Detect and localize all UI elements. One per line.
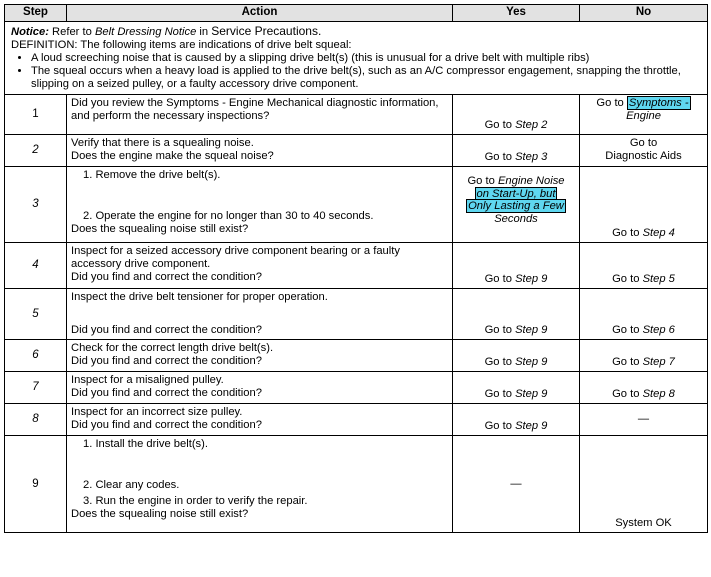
no-cell (580, 95, 708, 135)
symptoms-engine-link-2[interactable]: Engine (626, 110, 661, 122)
no-cell (580, 404, 708, 436)
action-question: Did you find and correct the condition? (71, 271, 262, 283)
no-step-link[interactable]: Step 7 (642, 356, 675, 368)
yes-step-link[interactable]: Step 9 (515, 273, 548, 285)
diagnostic-aids-link[interactable]: Diagnostic Aids (605, 150, 682, 162)
yes-dash: — (510, 477, 522, 490)
yes-prefix: Go to (484, 420, 516, 432)
no-cell (580, 340, 708, 372)
action-cell (67, 404, 453, 436)
step-number: 8 (5, 404, 67, 436)
no-cell (580, 135, 708, 167)
action-question: Did you find and correct the condition? (71, 419, 262, 431)
step-number: 6 (5, 340, 67, 372)
yes-cell (453, 340, 580, 372)
no-dash: — (637, 413, 650, 425)
engine-noise-link-2[interactable]: on Start-Up, but (476, 187, 556, 200)
notice-label: Notice: (11, 26, 49, 38)
yes-prefix: Go to (484, 324, 516, 336)
step-number: 5 (5, 289, 67, 340)
yes-cell (453, 404, 580, 436)
header-row (5, 5, 708, 22)
no-prefix: Go to (612, 356, 643, 368)
yes-prefix: Go to (484, 388, 516, 400)
yes-step-link[interactable]: Step 9 (515, 420, 548, 432)
action-text: Verify that there is a squealing noise. (71, 137, 254, 149)
yes-step-link[interactable]: Step 9 (515, 356, 548, 368)
table-row (5, 243, 708, 289)
service-precautions-link[interactable]: Service Precautions. (211, 24, 322, 38)
table-row (5, 135, 708, 167)
yes-step-link[interactable]: Step 2 (515, 119, 548, 131)
table-row (5, 95, 708, 135)
no-step-link[interactable]: Step 4 (642, 227, 675, 239)
table-row (5, 340, 708, 372)
yes-cell (453, 167, 580, 243)
action-text: Did you review the Symptoms - Engine Mechanical diagnostic information, and perform the necessary inspections? (71, 97, 439, 122)
step-number: 1 (5, 95, 67, 135)
no-step-link[interactable]: Step 6 (642, 324, 675, 336)
no-cell (580, 167, 708, 243)
action-question: Did you find and correct the condition? (71, 355, 262, 367)
no-prefix: Go to (629, 137, 658, 149)
notice-text: Refer to (48, 26, 95, 38)
table-row (5, 436, 708, 533)
no-prefix: Go to (596, 97, 627, 109)
yes-cell (453, 372, 580, 404)
action-cell (67, 340, 453, 372)
step-number: 7 (5, 372, 67, 404)
engine-noise-link-4[interactable]: Seconds (494, 212, 538, 225)
intro-row (5, 22, 708, 95)
yes-prefix: Go to (484, 356, 516, 368)
no-prefix: Go to (612, 227, 643, 239)
action-question: Does the squealing noise still exist? (71, 223, 249, 235)
notice-line (11, 25, 701, 39)
action-cell (67, 167, 453, 243)
bullet-item: • The squeal occurs when a heavy load is applied to the drive belt(s), such as an A/C compressor engagement, snapping the throttle, slipping on a seized pulley, or a faulty accessory drive component. (31, 65, 701, 91)
action-substep: 3. Run the engine in order to verify the repair. (83, 495, 308, 507)
no-step-link[interactable]: Step 8 (642, 388, 675, 400)
definition-bullets (11, 52, 701, 91)
action-text: Inspect for a seized accessory drive component bearing or a faulty accessory drive component. (71, 245, 400, 270)
symptoms-engine-link[interactable]: Symptoms - (628, 97, 689, 109)
header-step: Step (5, 5, 67, 22)
action-text: Inspect the drive belt tensioner for proper operation. (71, 291, 328, 303)
action-cell (67, 372, 453, 404)
definition-line: DEFINITION: The following items are indications of drive belt squeal: (11, 39, 352, 51)
yes-step-link[interactable]: Step 9 (515, 388, 548, 400)
bullet-item: • A loud screeching noise that is caused by a slipping drive belt(s) (this is unusual for a drive belt with multiple ribs) (31, 52, 701, 65)
step-number: 4 (5, 243, 67, 289)
step-number: 2 (5, 135, 67, 167)
no-prefix: Go to (612, 388, 643, 400)
yes-cell (453, 95, 580, 135)
yes-cell (453, 135, 580, 167)
table-row (5, 167, 708, 243)
no-cell (580, 372, 708, 404)
yes-cell (453, 243, 580, 289)
action-question: Does the squealing noise still exist? (71, 508, 249, 520)
header-yes: Yes (453, 5, 580, 22)
yes-cell (453, 436, 580, 533)
yes-prefix: Go to (484, 273, 516, 285)
action-substep: 1. Install the drive belt(s). (83, 438, 208, 450)
action-cell (67, 135, 453, 167)
no-prefix: Go to (612, 324, 643, 336)
engine-noise-link-3[interactable]: Only Lasting a Few (468, 200, 564, 212)
action-substep: 2. Operate the engine for no longer than 30 to 40 seconds. (83, 210, 374, 222)
step-number: 9 (5, 436, 67, 533)
header-action: Action (67, 5, 453, 22)
action-cell (67, 243, 453, 289)
table-row (5, 372, 708, 404)
header-no: No (580, 5, 708, 22)
yes-prefix: Go to (484, 151, 516, 163)
no-prefix: Go to (612, 273, 643, 285)
no-step-link[interactable]: Step 5 (642, 273, 675, 285)
step-number: 3 (5, 167, 67, 243)
action-question: Did you find and correct the condition? (71, 324, 262, 336)
action-substep: 1. Remove the drive belt(s). (83, 169, 221, 181)
system-ok-text: System OK (615, 517, 672, 529)
action-text: Check for the correct length drive belt(s). (71, 342, 274, 354)
table-row (5, 404, 708, 436)
engine-noise-link[interactable]: Engine Noise (497, 175, 565, 187)
intro-cell (5, 22, 708, 95)
action-question: Does the engine make the squeal noise? (71, 150, 274, 162)
yes-step-link[interactable]: Step 9 (515, 324, 548, 336)
action-question: Did you find and correct the condition? (71, 387, 262, 399)
no-cell (580, 243, 708, 289)
no-cell (580, 289, 708, 340)
yes-prefix: Go to (467, 175, 498, 187)
yes-prefix: Go to (484, 119, 516, 131)
table-row (5, 289, 708, 340)
action-cell (67, 436, 453, 533)
action-cell (67, 289, 453, 340)
belt-dressing-link[interactable]: Belt Dressing Notice (94, 26, 197, 38)
notice-text-in: in (196, 26, 212, 38)
diagnostic-table (4, 4, 708, 533)
action-cell (67, 95, 453, 135)
action-text: Inspect for an incorrect size pulley. (71, 406, 243, 418)
action-text: Inspect for a misaligned pulley. (71, 374, 224, 386)
yes-cell (453, 289, 580, 340)
no-cell (580, 436, 708, 533)
yes-step-link[interactable]: Step 3 (515, 151, 548, 163)
action-substep: 2. Clear any codes. (83, 479, 180, 491)
